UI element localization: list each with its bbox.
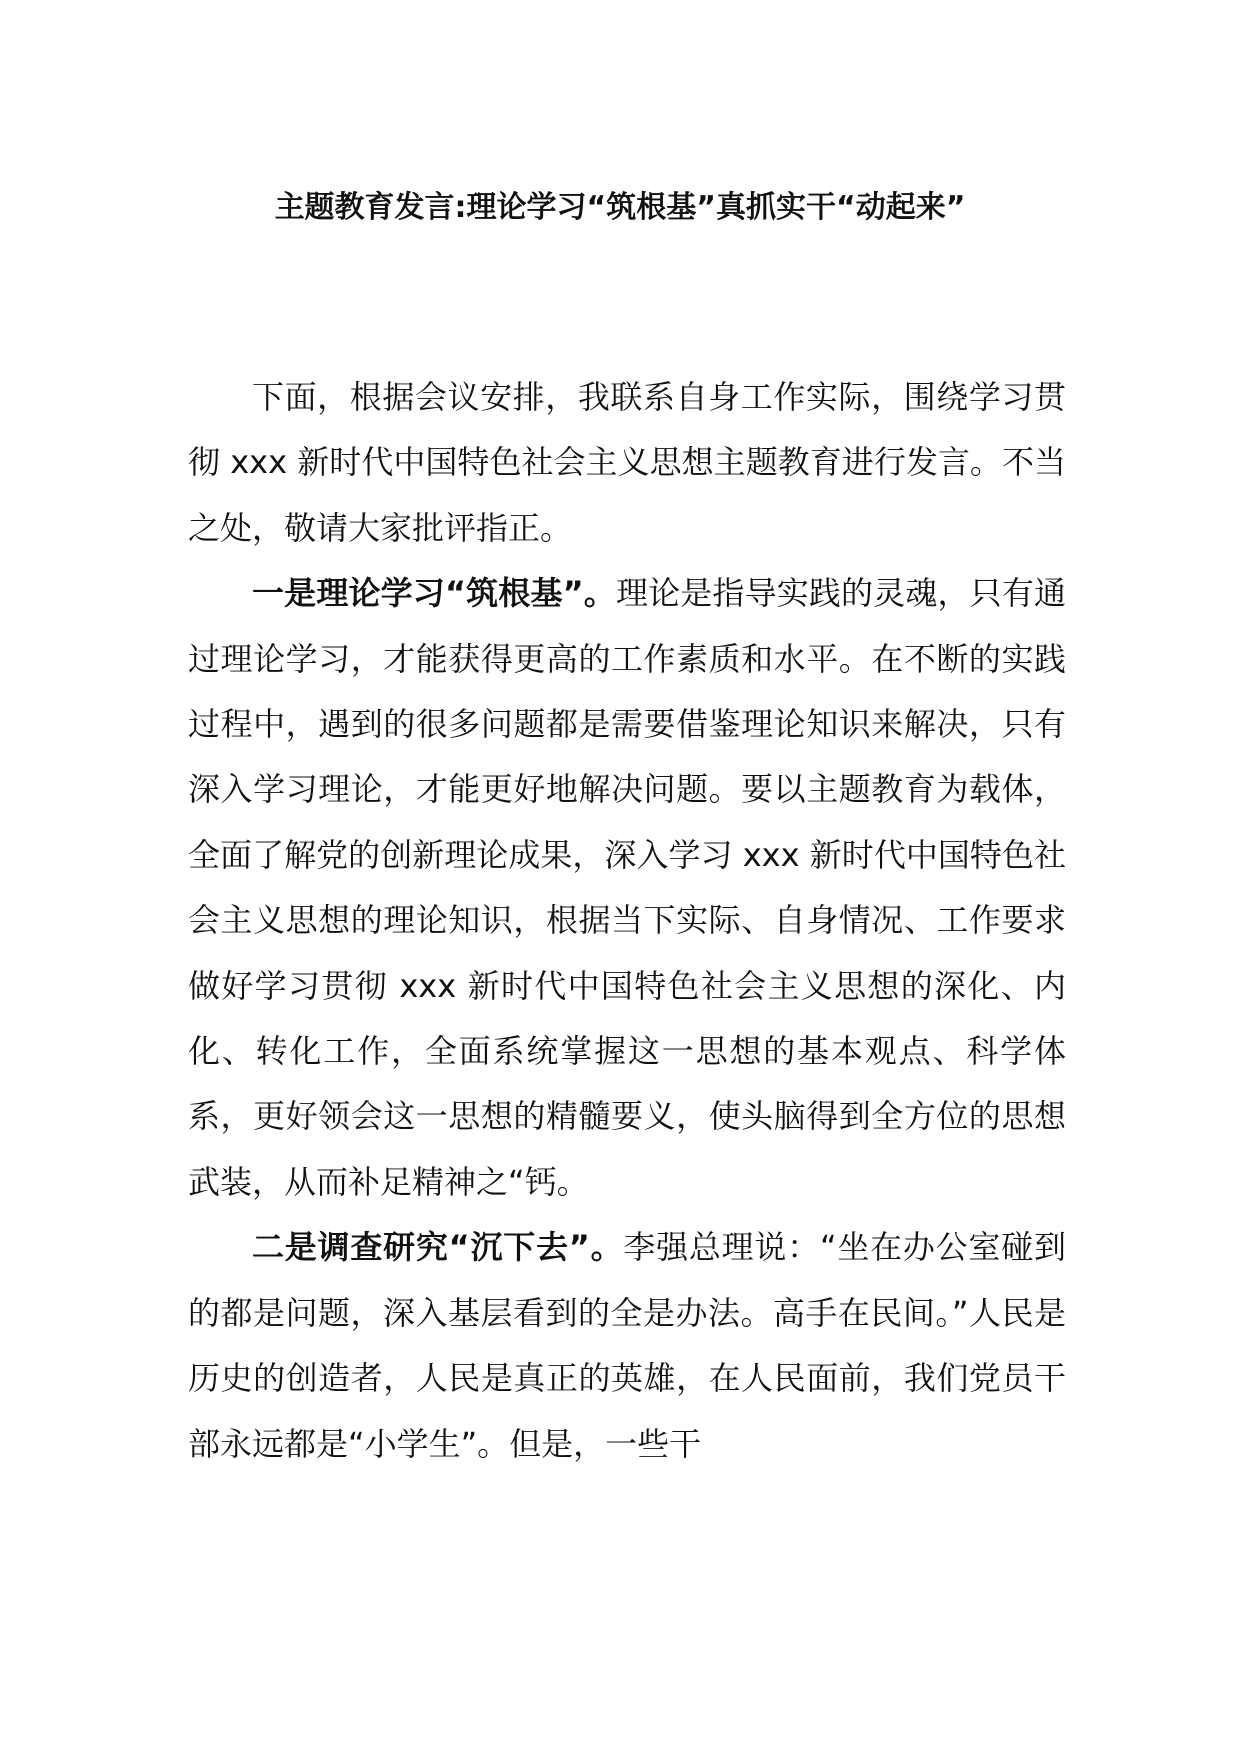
paragraph-text: 李强总理说：“坐在办公室碰到的都是问题，深入基层看到的全是办法。高手在民间。”人民是历史的创造者，人民是真正的英雄，在人民面前，我们党员干部永远都是“小学生”。但是，一些干: [188, 1228, 1066, 1463]
paragraph-theory-study: [188, 561, 1066, 1215]
paragraph-lead: 一是理论学习“筑根基”。: [252, 574, 616, 613]
paragraph-research: [188, 1215, 1066, 1477]
document-title: 主题教育发言:理论学习“筑根基”真抓实干“动起来”: [274, 190, 966, 225]
document-body: [188, 365, 1066, 1477]
paragraph-text: 下面，根据会议安排，我联系自身工作实际，围绕学习贯彻 xxx 新时代中国特色社会主义思想主题教育进行发言。不当之处，敬请大家批评指正。: [188, 378, 1066, 547]
paragraph-lead: 二是调查研究“沉下去”。: [252, 1228, 624, 1267]
paragraph-text: 理论是指导实践的灵魂，只有通过理论学习，才能获得更高的工作素质和水平。在不断的实践过程中，遇到的很多问题都是需要借鉴理论知识来解决，只有深入学习理论，才能更好地解决问题。要以主题教育为载体，全面了解党的创新理论成果，深入学习 xxx 新时代中国特色社会主义思想的理论知识，根据当下实际、自身情况、工作要求做好学习贯彻 xxx 新时代中国特色社会主义思想的深化、内化、转化工作，全面系统掌握这一思想的基本观点、科学体系，更好领会这一思想的精髓要义，使头脑得到全方位的思想武装，从而补足精神之“钙。: [188, 574, 1066, 1201]
paragraph-intro: [188, 365, 1066, 561]
